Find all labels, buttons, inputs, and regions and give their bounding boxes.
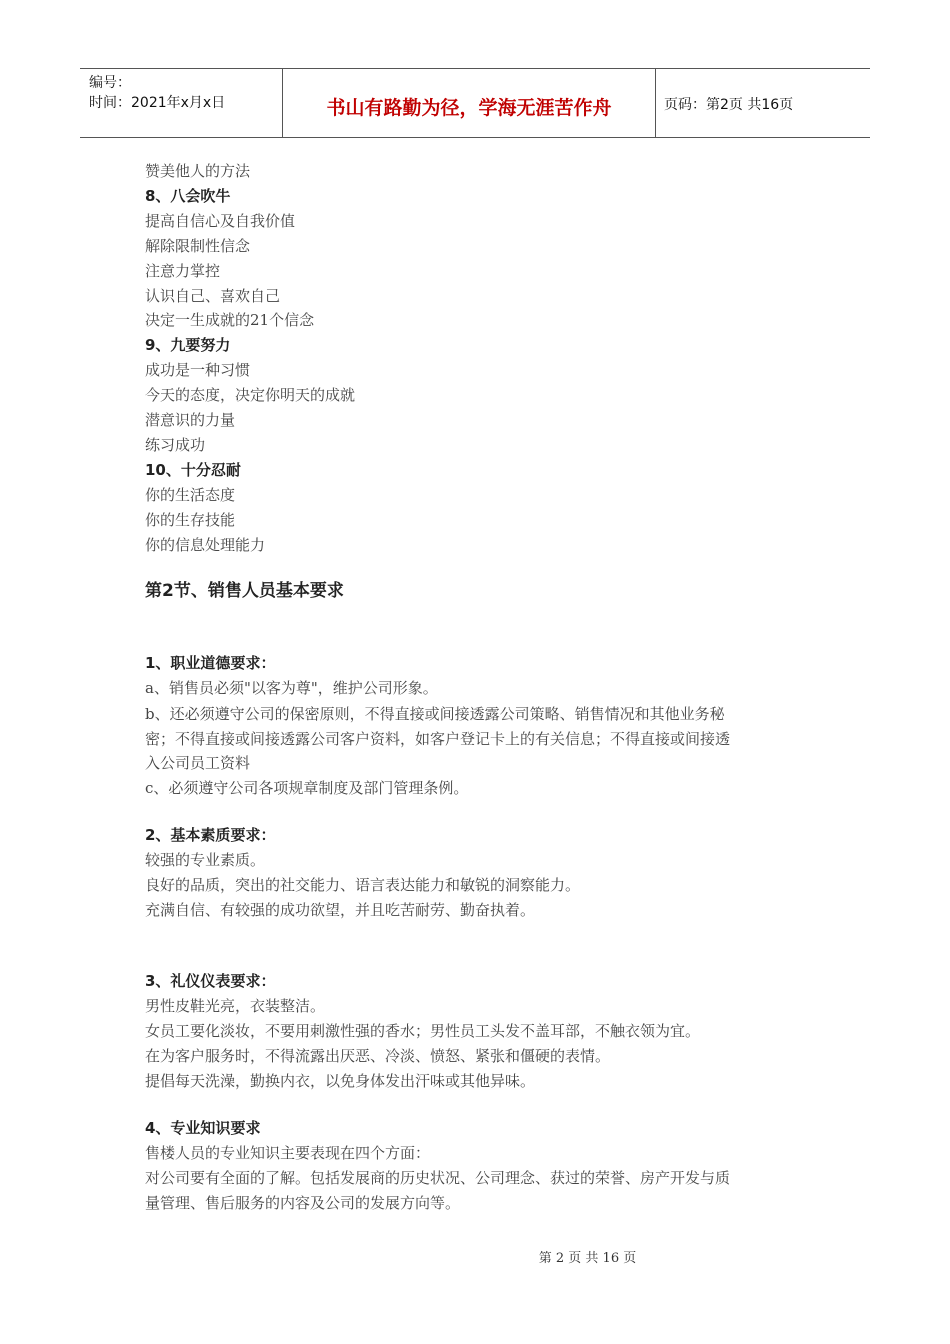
body-line: 决定一生成就的21个信念 bbox=[145, 311, 315, 329]
body-line: 对公司要有全面的了解。包括发展商的历史状况、公司理念、获过的荣誉、房产开发与质 bbox=[145, 1169, 731, 1187]
subheading: 9、九要努力 bbox=[145, 336, 231, 354]
page-footer: 第 2 页 共 16 页 bbox=[538, 1251, 637, 1266]
subheading: 2、基本素质要求： bbox=[145, 826, 276, 844]
body-line: 良好的品质，突出的社交能力、语言表达能力和敏锐的洞察能力。 bbox=[145, 876, 581, 894]
body-line: 今天的态度，决定你明天的成就 bbox=[145, 386, 356, 404]
body-line: 你的生存技能 bbox=[145, 511, 236, 529]
body-line: 注意力掌控 bbox=[145, 262, 221, 280]
header-number-label: 编号： bbox=[89, 75, 131, 91]
page-header bbox=[80, 68, 870, 138]
body-line: a、销售员必须"以客为尊"，维护公司形象。 bbox=[145, 679, 438, 697]
body-line: b、还必须遵守公司的保密原则，不得直接或间接透露公司策略、销售情况和其他业务秘 bbox=[145, 705, 725, 723]
body-line: 成功是一种习惯 bbox=[145, 361, 251, 379]
header-time-label: 时间：2021年x月x日 bbox=[89, 95, 226, 111]
subheading: 1、职业道德要求： bbox=[145, 654, 276, 672]
body-line: 入公司员工资料 bbox=[145, 754, 251, 772]
header-motto: 书山有路勤为径，学海无涯苦作舟 bbox=[282, 69, 656, 137]
body-line: 密；不得直接或间接透露公司客户资料，如客户登记卡上的有关信息；不得直接或间接透 bbox=[145, 730, 731, 748]
section-title: 第2节、销售人员基本要求 bbox=[145, 581, 344, 601]
subheading: 3、礼仪仪表要求： bbox=[145, 972, 276, 990]
body-line: 男性皮鞋光亮，衣装整洁。 bbox=[145, 997, 326, 1015]
body-line: 练习成功 bbox=[145, 436, 206, 454]
body-line: 较强的专业素质。 bbox=[145, 851, 266, 869]
body-line: 量管理、售后服务的内容及公司的发展方向等。 bbox=[145, 1194, 461, 1212]
body-line: 你的信息处理能力 bbox=[145, 536, 266, 554]
header-page-info: 页码：第2页 共16页 bbox=[664, 97, 794, 113]
body-line: 在为客户服务时，不得流露出厌恶、冷淡、愤怒、紧张和僵硬的表情。 bbox=[145, 1047, 611, 1065]
body-line: 认识自己、喜欢自己 bbox=[145, 287, 281, 305]
body-line: 充满自信、有较强的成功欲望，并且吃苦耐劳、勤奋执着。 bbox=[145, 901, 536, 919]
body-line: 女员工要化淡妆，不要用刺激性强的香水；男性员工头发不盖耳部，不触衣领为宜。 bbox=[145, 1022, 701, 1040]
body-line: 赞美他人的方法 bbox=[145, 162, 251, 180]
header-meta bbox=[80, 69, 282, 137]
body-line: 提高自信心及自我价值 bbox=[145, 212, 296, 230]
body-line: 你的生活态度 bbox=[145, 486, 236, 504]
body-line: c、必须遵守公司各项规章制度及部门管理条例。 bbox=[145, 779, 469, 797]
body-line: 售楼人员的专业知识主要表现在四个方面： bbox=[145, 1144, 431, 1162]
body-line: 解除限制性信念 bbox=[145, 237, 251, 255]
body-line: 提倡每天洗澡，勤换内衣，以免身体发出汗味或其他异味。 bbox=[145, 1072, 536, 1090]
subheading: 8、八会吹牛 bbox=[145, 187, 231, 205]
subheading: 10、十分忍耐 bbox=[145, 461, 241, 479]
body-line: 潜意识的力量 bbox=[145, 411, 236, 429]
subheading: 4、专业知识要求 bbox=[145, 1119, 261, 1137]
